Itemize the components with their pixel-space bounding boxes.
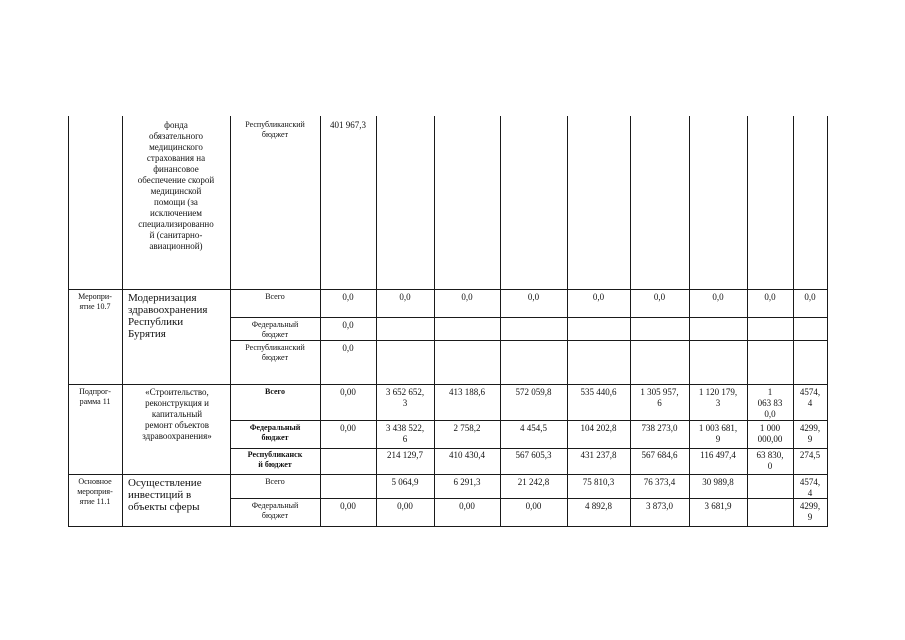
table-cell-value: 567 605,3 (515, 450, 552, 460)
table-cell-value (692, 343, 744, 365)
table-cell-value (750, 477, 790, 501)
table-cell-value: 0,0 (342, 320, 354, 330)
table-cell-value: 410 430,4 (449, 450, 485, 460)
table-cell-value: 431 237,8 (580, 450, 617, 460)
table-cell-value: 1 305 957, 6 (640, 387, 679, 408)
table-cell-value (437, 320, 497, 342)
table-vline (122, 116, 123, 526)
budget-source: Федеральный бюджет (249, 423, 301, 442)
table-cell-value: 5 064,9 (391, 477, 419, 487)
table-cell-value: 1 120 179, 3 (698, 387, 738, 408)
table-cell-value (750, 501, 790, 525)
table-vline (230, 116, 231, 526)
row-name: «Строительство, реконструкция и капитальный ремонт объектов здравоохранения» (142, 387, 212, 441)
row-name: фонда обязательного медицинского страхования на финансовое обеспечение скорой медицинской помощи (за исключением специализированно й (санитарно- авиационной) (137, 120, 215, 251)
table-cell-value: 0,0 (764, 292, 776, 302)
table-cell-value (437, 343, 497, 365)
table-cell-value (633, 320, 686, 342)
table-cell-value (750, 343, 790, 365)
table-cell-value: 4 454,5 (520, 423, 547, 433)
table-cell-value: 3 681,9 (704, 501, 732, 511)
table-cell-value: 75 810,3 (582, 477, 615, 487)
table-cell-value (323, 477, 373, 501)
row-name: Осуществление инвестиций в объекты сферы (128, 477, 202, 513)
table-cell-value (692, 120, 744, 160)
table-vline (68, 116, 69, 526)
table-vline (747, 116, 748, 526)
table-cell-value: 0,0 (342, 292, 354, 302)
budget-source: Всего (265, 477, 285, 486)
table-cell-value (796, 343, 824, 365)
budget-source: Всего (265, 292, 285, 301)
table-cell-value: 0,0 (527, 292, 540, 302)
table-cell-value (379, 320, 431, 342)
table-cell-value: 30 989,8 (702, 477, 734, 487)
budget-source: Республиканский бюджет (245, 343, 305, 362)
table-cell-value: 1 000 000,00 (757, 423, 783, 444)
table-vline (689, 116, 690, 526)
table-cell-value: 3 873,0 (646, 501, 673, 511)
table-cell-value: 0,00 (397, 501, 413, 511)
table-cell-value: 0,0 (461, 292, 473, 302)
table-cell-value (633, 120, 686, 160)
table-cell-value: 76 373,4 (643, 477, 676, 487)
table-cell-value: 535 440,6 (580, 387, 617, 397)
table-cell-value: 2 758,2 (453, 423, 481, 433)
table-cell-value: 1 003 681, 9 (698, 423, 738, 444)
table-cell-value: 0,00 (459, 501, 475, 511)
table-cell-value: 0,0 (342, 343, 354, 353)
table-cell-value (796, 320, 824, 342)
table-cell-value (503, 343, 564, 365)
table-cell-value (692, 320, 744, 342)
budget-source: Всего (265, 387, 285, 396)
table-cell-value (750, 120, 790, 160)
table-hline (68, 289, 828, 290)
table-cell-value: 0,0 (592, 292, 605, 302)
table-cell-value: 63 830, 0 (756, 450, 784, 471)
table-cell-value (503, 120, 564, 160)
table-cell-value: 0,0 (804, 292, 816, 302)
table-cell-value (379, 343, 431, 365)
table-vline (376, 116, 377, 526)
table-cell-value: 4299, 9 (799, 501, 821, 522)
table-cell-value (379, 120, 431, 160)
table-cell-value: 4299, 9 (799, 423, 821, 444)
table-hline (230, 317, 828, 318)
row-code: Основное мероприя- ятие 11.1 (77, 477, 113, 506)
table-cell-value: 738 273,0 (641, 423, 678, 433)
budget-source: Республиканский бюджет (245, 120, 305, 139)
table-cell-value: 0,0 (712, 292, 724, 302)
table-cell-value: 4574, 4 (799, 387, 821, 408)
row-code: Подпрог- рамма 11 (79, 387, 111, 406)
table-cell-value: 4 892,8 (585, 501, 612, 511)
table-hline (68, 526, 828, 527)
table-vline (793, 116, 794, 526)
table-cell-value: 0,00 (340, 501, 356, 511)
table-cell-value: 0,00 (525, 501, 542, 511)
table-vline (434, 116, 435, 526)
budget-source: Федеральный бюджет (251, 501, 299, 520)
budget-source: Федеральный бюджет (251, 320, 299, 339)
table-cell-value (437, 120, 497, 160)
row-code: Меропри- ятие 10.7 (78, 292, 112, 311)
table-cell-value (750, 320, 790, 342)
table-vline (827, 116, 828, 526)
table-cell-value: 214 129,7 (387, 450, 423, 460)
table-cell-value: 6 291,3 (453, 477, 481, 487)
table-cell-value (503, 320, 564, 342)
table-cell-value: 572 059,8 (515, 387, 552, 397)
budget-source: Республиканск й бюджет (247, 450, 303, 469)
table-vline (630, 116, 631, 526)
table-cell-value: 3 438 522, 6 (385, 423, 425, 444)
table-cell-value: 0,00 (340, 423, 356, 433)
table-vline (320, 116, 321, 526)
table-cell-value (633, 343, 686, 365)
table-cell-value: 1 063 83 0,0 (757, 387, 783, 419)
table-cell-value: 4574, 4 (799, 477, 821, 498)
table-cell-value: 0,00 (340, 387, 356, 397)
table-vline (500, 116, 501, 526)
table-cell-value (570, 320, 627, 342)
table-cell-value: 274,5 (799, 450, 821, 460)
table-cell-value: 21 242,8 (517, 477, 550, 487)
table-hline (68, 384, 828, 385)
row-name: Модернизация здравоохранения Республики Бурятия (128, 292, 208, 340)
table-cell-value: 413 188,6 (449, 387, 485, 397)
table-cell-value: 116 497,4 (700, 450, 736, 460)
table-vline (567, 116, 568, 526)
table-cell-value: 0,0 (399, 292, 411, 302)
table-cell-value (570, 343, 627, 365)
table-cell-value: 104 202,8 (580, 423, 617, 433)
table-cell-value: 3 652 652, 3 (385, 387, 425, 408)
table-cell-value: 567 684,6 (641, 450, 678, 460)
table-cell-value (570, 120, 627, 160)
table-cell-value (796, 120, 824, 160)
table-cell-value: 0,0 (653, 292, 666, 302)
table-cell-value: 401 967,3 (330, 120, 366, 130)
